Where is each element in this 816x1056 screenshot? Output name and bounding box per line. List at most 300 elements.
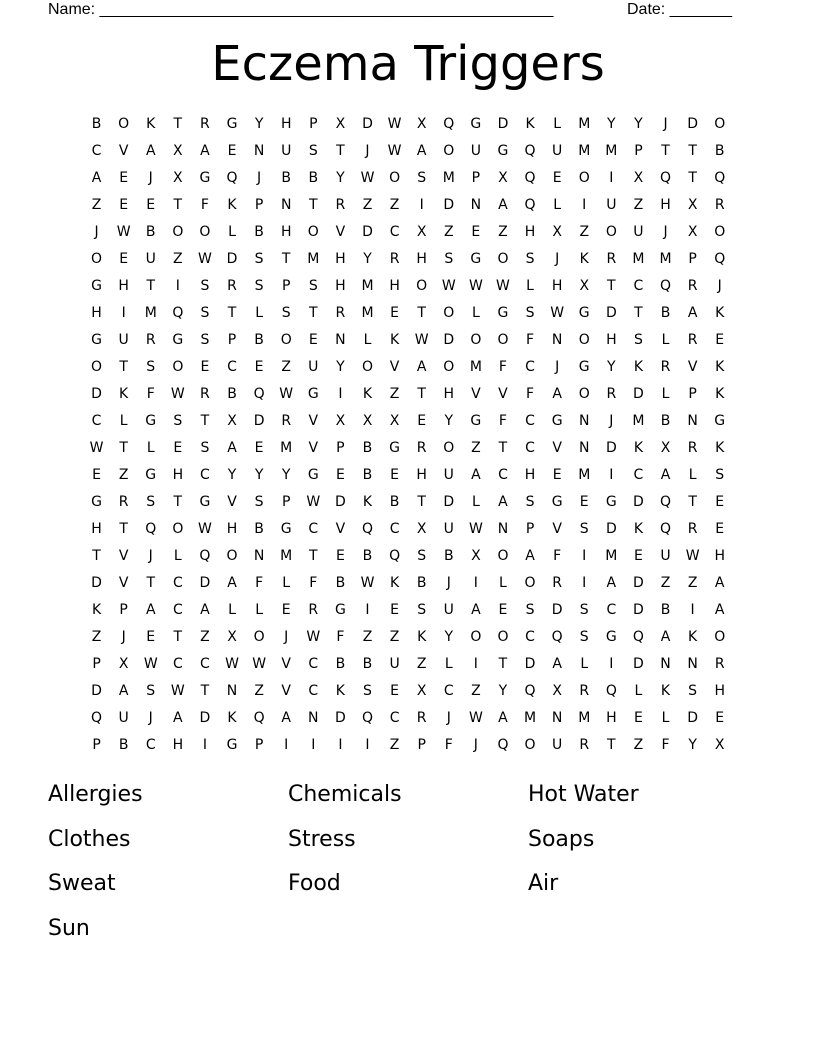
grid-letter[interactable]: L bbox=[661, 710, 670, 726]
grid-letter[interactable]: W bbox=[170, 683, 185, 699]
grid-letter[interactable]: T bbox=[173, 629, 183, 645]
grid-letter[interactable]: D bbox=[524, 656, 536, 672]
grid-letter[interactable]: E bbox=[227, 143, 237, 159]
grid-letter[interactable]: E bbox=[281, 602, 291, 618]
grid-letter[interactable]: Y bbox=[363, 251, 372, 267]
grid-letter[interactable]: V bbox=[498, 386, 508, 402]
grid-letter[interactable]: H bbox=[335, 251, 346, 267]
grid-letter[interactable]: Q bbox=[632, 629, 644, 645]
grid-letter[interactable]: K bbox=[633, 440, 644, 456]
grid-letter[interactable]: A bbox=[471, 467, 481, 483]
grid-letter[interactable]: X bbox=[416, 224, 427, 240]
grid-letter[interactable]: B bbox=[118, 737, 129, 753]
grid-letter[interactable]: G bbox=[389, 440, 400, 456]
grid-letter[interactable]: K bbox=[688, 629, 698, 645]
grid-letter[interactable]: S bbox=[633, 332, 643, 348]
grid-letter[interactable]: B bbox=[254, 332, 264, 348]
grid-letter[interactable]: Z bbox=[687, 575, 698, 591]
grid-letter[interactable]: B bbox=[714, 143, 725, 159]
grid-letter[interactable]: W bbox=[685, 548, 700, 564]
grid-letter[interactable]: G bbox=[226, 116, 238, 132]
grid-letter[interactable]: Q bbox=[605, 683, 617, 699]
grid-letter[interactable]: M bbox=[578, 467, 591, 483]
grid-letter[interactable]: M bbox=[632, 413, 645, 429]
grid-letter[interactable]: Z bbox=[118, 467, 129, 483]
grid-letter[interactable]: S bbox=[254, 278, 264, 294]
grid-letter[interactable]: E bbox=[200, 359, 210, 375]
grid-letter[interactable]: Q bbox=[361, 521, 373, 537]
grid-letter[interactable]: A bbox=[714, 602, 725, 618]
grid-letter[interactable]: I bbox=[419, 197, 424, 213]
grid-letter[interactable]: K bbox=[660, 683, 671, 699]
grid-letter[interactable]: E bbox=[417, 413, 427, 429]
grid-letter[interactable]: P bbox=[254, 197, 264, 213]
grid-letter[interactable]: B bbox=[362, 656, 373, 672]
grid-letter[interactable]: Y bbox=[336, 359, 345, 375]
grid-letter[interactable]: M bbox=[605, 143, 618, 159]
grid-letter[interactable]: W bbox=[468, 710, 483, 726]
grid-letter[interactable]: D bbox=[91, 575, 102, 591]
grid-letter[interactable]: E bbox=[390, 467, 399, 483]
grid-letter[interactable]: R bbox=[714, 197, 725, 213]
grid-letter[interactable]: K bbox=[146, 116, 156, 132]
grid-letter[interactable]: S bbox=[200, 305, 210, 321]
date-field-label[interactable]: Date: _______ bbox=[627, 1, 732, 18]
grid-letter[interactable]: Z bbox=[362, 629, 373, 645]
grid-letter[interactable]: J bbox=[257, 170, 262, 186]
grid-letter[interactable]: T bbox=[92, 548, 101, 564]
grid-letter[interactable]: B bbox=[91, 116, 102, 132]
grid-letter[interactable]: O bbox=[578, 386, 590, 402]
grid-letter[interactable]: O bbox=[497, 629, 509, 645]
grid-letter[interactable]: D bbox=[633, 386, 644, 402]
grid-letter[interactable]: F bbox=[661, 737, 670, 753]
grid-letter[interactable]: J bbox=[94, 224, 99, 240]
grid-letter[interactable]: T bbox=[688, 494, 697, 510]
grid-letter[interactable]: A bbox=[660, 629, 671, 645]
grid-letter[interactable]: L bbox=[688, 467, 697, 483]
grid-letter[interactable]: H bbox=[714, 548, 725, 564]
grid-letter[interactable]: V bbox=[389, 359, 400, 375]
grid-letter[interactable]: L bbox=[661, 386, 670, 402]
grid-letter[interactable]: W bbox=[387, 116, 402, 132]
grid-letter[interactable]: Q bbox=[497, 737, 509, 753]
grid-letter[interactable]: K bbox=[715, 359, 725, 375]
grid-letter[interactable]: I bbox=[365, 602, 370, 618]
grid-letter[interactable]: S bbox=[715, 467, 725, 483]
grid-letter[interactable]: K bbox=[335, 683, 345, 699]
grid-letter[interactable]: F bbox=[498, 413, 507, 429]
grid-letter[interactable]: V bbox=[308, 413, 319, 429]
grid-letter[interactable]: X bbox=[416, 521, 427, 537]
grid-letter[interactable]: R bbox=[335, 197, 346, 213]
grid-letter[interactable]: N bbox=[578, 440, 590, 456]
grid-letter[interactable]: N bbox=[308, 710, 319, 726]
grid-letter[interactable]: E bbox=[715, 494, 725, 510]
grid-letter[interactable]: A bbox=[498, 197, 508, 213]
grid-letter[interactable]: G bbox=[199, 494, 211, 510]
grid-letter[interactable]: M bbox=[659, 251, 672, 267]
grid-letter[interactable]: N bbox=[280, 197, 292, 213]
grid-letter[interactable]: Q bbox=[199, 548, 211, 564]
grid-letter[interactable]: W bbox=[306, 494, 321, 510]
grid-letter[interactable]: Q bbox=[361, 710, 373, 726]
grid-letter[interactable]: Q bbox=[91, 710, 103, 726]
grid-letter[interactable]: V bbox=[281, 656, 291, 672]
grid-letter[interactable]: S bbox=[444, 251, 454, 267]
grid-letter[interactable]: P bbox=[281, 278, 291, 294]
grid-letter[interactable]: G bbox=[91, 494, 102, 510]
grid-letter[interactable]: L bbox=[553, 116, 562, 132]
grid-letter[interactable]: D bbox=[443, 332, 455, 348]
grid-letter[interactable]: X bbox=[552, 224, 562, 240]
grid-letter[interactable]: G bbox=[551, 494, 563, 510]
grid-letter[interactable]: H bbox=[551, 278, 563, 294]
grid-letter[interactable]: D bbox=[91, 683, 102, 699]
grid-letter[interactable]: E bbox=[119, 197, 129, 213]
grid-letter[interactable]: V bbox=[687, 359, 698, 375]
grid-letter[interactable]: S bbox=[417, 548, 427, 564]
grid-letter[interactable]: E bbox=[308, 332, 318, 348]
grid-letter[interactable]: C bbox=[525, 440, 535, 456]
grid-letter[interactable]: C bbox=[200, 656, 210, 672]
grid-letter[interactable]: U bbox=[281, 143, 292, 159]
grid-letter[interactable]: K bbox=[227, 197, 237, 213]
grid-letter[interactable]: F bbox=[309, 575, 318, 591]
grid-letter[interactable]: O bbox=[389, 170, 401, 186]
grid-letter[interactable]: X bbox=[173, 170, 183, 186]
grid-letter[interactable]: X bbox=[471, 548, 481, 564]
grid-letter[interactable]: H bbox=[91, 521, 102, 537]
grid-letter[interactable]: H bbox=[335, 278, 346, 294]
grid-letter[interactable]: A bbox=[200, 602, 210, 618]
grid-letter[interactable]: K bbox=[417, 629, 427, 645]
grid-letter[interactable]: S bbox=[308, 278, 318, 294]
grid-letter[interactable]: H bbox=[606, 710, 617, 726]
grid-letter[interactable]: C bbox=[308, 683, 319, 699]
grid-letter[interactable]: A bbox=[416, 143, 427, 159]
grid-letter[interactable]: O bbox=[714, 629, 726, 645]
grid-letter[interactable]: R bbox=[687, 521, 698, 537]
grid-letter[interactable]: W bbox=[225, 656, 239, 672]
grid-letter[interactable]: D bbox=[443, 494, 455, 510]
grid-letter[interactable]: R bbox=[416, 440, 427, 456]
grid-letter[interactable]: M bbox=[632, 251, 645, 267]
grid-letter[interactable]: M bbox=[280, 548, 293, 564]
grid-letter[interactable]: C bbox=[200, 467, 210, 483]
grid-letter[interactable]: Q bbox=[172, 305, 184, 321]
grid-letter[interactable]: R bbox=[281, 413, 292, 429]
grid-letter[interactable]: O bbox=[714, 116, 726, 132]
grid-letter[interactable]: G bbox=[578, 359, 590, 375]
grid-letter[interactable]: R bbox=[687, 278, 698, 294]
grid-letter[interactable]: R bbox=[606, 251, 617, 267]
grid-letter[interactable]: A bbox=[498, 494, 508, 510]
grid-letter[interactable]: O bbox=[253, 629, 265, 645]
grid-letter[interactable]: S bbox=[200, 278, 210, 294]
grid-letter[interactable]: F bbox=[553, 548, 562, 564]
grid-letter[interactable]: W bbox=[89, 440, 104, 456]
grid-letter[interactable]: E bbox=[552, 170, 562, 186]
grid-letter[interactable]: X bbox=[552, 683, 562, 699]
grid-letter[interactable]: W bbox=[198, 251, 212, 267]
grid-letter[interactable]: N bbox=[470, 197, 482, 213]
grid-letter[interactable]: I bbox=[311, 737, 316, 753]
grid-letter[interactable]: A bbox=[471, 602, 481, 618]
grid-letter[interactable]: U bbox=[606, 197, 617, 213]
grid-letter[interactable]: T bbox=[607, 737, 616, 753]
grid-letter[interactable]: J bbox=[148, 710, 153, 726]
grid-letter[interactable]: T bbox=[281, 251, 291, 267]
grid-letter[interactable]: B bbox=[145, 224, 156, 240]
grid-letter[interactable]: I bbox=[284, 737, 289, 753]
grid-letter[interactable]: O bbox=[172, 359, 184, 375]
grid-letter[interactable]: A bbox=[606, 575, 617, 591]
grid-letter[interactable]: O bbox=[605, 224, 617, 240]
grid-letter[interactable]: X bbox=[416, 116, 427, 132]
grid-letter[interactable]: G bbox=[307, 386, 319, 402]
grid-letter[interactable]: A bbox=[687, 305, 698, 321]
grid-letter[interactable]: I bbox=[473, 656, 478, 672]
grid-letter[interactable]: D bbox=[199, 575, 211, 591]
grid-letter[interactable]: R bbox=[687, 440, 698, 456]
grid-letter[interactable]: L bbox=[255, 602, 264, 618]
grid-letter[interactable]: W bbox=[306, 629, 321, 645]
grid-letter[interactable]: X bbox=[335, 116, 346, 132]
grid-letter[interactable]: D bbox=[687, 710, 698, 726]
grid-letter[interactable]: S bbox=[200, 332, 210, 348]
grid-letter[interactable]: W bbox=[116, 224, 131, 240]
grid-letter[interactable]: G bbox=[91, 332, 102, 348]
grid-letter[interactable]: G bbox=[145, 413, 157, 429]
grid-letter[interactable]: K bbox=[525, 116, 535, 132]
grid-letter[interactable]: V bbox=[335, 224, 346, 240]
grid-letter[interactable]: Z bbox=[173, 251, 183, 267]
grid-letter[interactable]: N bbox=[226, 683, 238, 699]
grid-letter[interactable]: O bbox=[199, 224, 211, 240]
grid-letter[interactable]: V bbox=[552, 440, 562, 456]
grid-letter[interactable]: R bbox=[389, 251, 400, 267]
grid-letter[interactable]: X bbox=[687, 197, 698, 213]
grid-letter[interactable]: T bbox=[200, 413, 210, 429]
grid-letter[interactable]: I bbox=[609, 170, 614, 186]
grid-letter[interactable]: T bbox=[634, 305, 643, 321]
grid-letter[interactable]: E bbox=[119, 251, 129, 267]
grid-letter[interactable]: M bbox=[578, 116, 591, 132]
grid-letter[interactable]: C bbox=[525, 413, 535, 429]
grid-letter[interactable]: C bbox=[308, 521, 319, 537]
grid-letter[interactable]: T bbox=[661, 143, 670, 159]
grid-letter[interactable]: S bbox=[146, 359, 156, 375]
grid-letter[interactable]: W bbox=[279, 386, 294, 402]
grid-letter[interactable]: C bbox=[172, 602, 183, 618]
grid-letter[interactable]: Z bbox=[281, 359, 291, 375]
grid-letter[interactable]: S bbox=[579, 521, 589, 537]
grid-letter[interactable]: V bbox=[227, 494, 237, 510]
grid-letter[interactable]: N bbox=[687, 656, 698, 672]
grid-letter[interactable]: D bbox=[362, 224, 373, 240]
grid-letter[interactable]: V bbox=[118, 575, 129, 591]
grid-letter[interactable]: A bbox=[552, 656, 562, 672]
grid-letter[interactable]: B bbox=[362, 548, 373, 564]
grid-letter[interactable]: W bbox=[360, 170, 375, 186]
grid-letter[interactable]: R bbox=[660, 359, 671, 375]
grid-letter[interactable]: S bbox=[146, 494, 156, 510]
grid-letter[interactable]: Q bbox=[253, 710, 265, 726]
grid-letter[interactable]: X bbox=[687, 224, 698, 240]
grid-letter[interactable]: G bbox=[226, 737, 238, 753]
grid-letter[interactable]: Q bbox=[551, 629, 563, 645]
grid-letter[interactable]: O bbox=[497, 251, 509, 267]
grid-letter[interactable]: T bbox=[417, 305, 426, 321]
grid-letter[interactable]: C bbox=[525, 359, 535, 375]
grid-letter[interactable]: L bbox=[499, 575, 507, 591]
grid-letter[interactable]: L bbox=[363, 332, 372, 348]
grid-letter[interactable]: U bbox=[633, 224, 644, 240]
grid-letter[interactable]: K bbox=[389, 575, 400, 591]
grid-letter[interactable]: G bbox=[307, 467, 319, 483]
grid-letter[interactable]: B bbox=[389, 494, 400, 510]
grid-letter[interactable]: O bbox=[226, 548, 238, 564]
grid-letter[interactable]: Q bbox=[524, 197, 536, 213]
grid-letter[interactable]: M bbox=[469, 359, 482, 375]
grid-letter[interactable]: G bbox=[280, 521, 292, 537]
grid-letter[interactable]: V bbox=[118, 548, 129, 564]
grid-letter[interactable]: S bbox=[281, 305, 291, 321]
grid-letter[interactable]: B bbox=[660, 305, 671, 321]
grid-letter[interactable]: O bbox=[578, 332, 590, 348]
grid-letter[interactable]: Q bbox=[253, 386, 265, 402]
grid-letter[interactable]: J bbox=[663, 224, 668, 240]
grid-letter[interactable]: T bbox=[417, 386, 426, 402]
grid-letter[interactable]: J bbox=[446, 575, 451, 591]
grid-letter[interactable]: S bbox=[363, 683, 372, 699]
grid-letter[interactable]: N bbox=[578, 413, 590, 429]
grid-letter[interactable]: Z bbox=[633, 197, 644, 213]
grid-letter[interactable]: O bbox=[524, 737, 536, 753]
grid-letter[interactable]: U bbox=[389, 656, 400, 672]
grid-letter[interactable]: B bbox=[254, 224, 264, 240]
grid-letter[interactable]: Z bbox=[389, 737, 400, 753]
grid-letter[interactable]: H bbox=[91, 305, 102, 321]
grid-letter[interactable]: Q bbox=[524, 170, 536, 186]
grid-letter[interactable]: B bbox=[281, 170, 291, 186]
grid-letter[interactable]: Z bbox=[443, 224, 454, 240]
grid-letter[interactable]: Q bbox=[660, 278, 672, 294]
grid-letter[interactable]: D bbox=[199, 710, 211, 726]
grid-letter[interactable]: G bbox=[470, 116, 482, 132]
grid-letter[interactable]: T bbox=[309, 197, 318, 213]
grid-letter[interactable]: S bbox=[417, 170, 427, 186]
grid-letter[interactable]: H bbox=[416, 467, 427, 483]
grid-letter[interactable]: V bbox=[471, 386, 481, 402]
grid-letter[interactable]: M bbox=[280, 440, 293, 456]
grid-letter[interactable]: C bbox=[443, 683, 454, 699]
grid-letter[interactable]: Y bbox=[336, 170, 345, 186]
grid-letter[interactable]: F bbox=[200, 197, 209, 213]
grid-letter[interactable]: F bbox=[255, 575, 264, 591]
grid-letter[interactable]: F bbox=[526, 386, 535, 402]
grid-letter[interactable]: E bbox=[254, 359, 264, 375]
grid-letter[interactable]: B bbox=[362, 467, 373, 483]
grid-letter[interactable]: O bbox=[172, 521, 184, 537]
grid-letter[interactable]: Y bbox=[634, 116, 643, 132]
grid-letter[interactable]: C bbox=[91, 413, 102, 429]
grid-letter[interactable]: N bbox=[335, 332, 346, 348]
grid-letter[interactable]: E bbox=[552, 467, 562, 483]
grid-letter[interactable]: Q bbox=[524, 683, 536, 699]
grid-letter[interactable]: R bbox=[579, 683, 590, 699]
grid-letter[interactable]: T bbox=[309, 305, 318, 321]
grid-letter[interactable]: L bbox=[526, 278, 534, 294]
grid-letter[interactable]: Q bbox=[524, 143, 536, 159]
grid-letter[interactable]: P bbox=[525, 521, 535, 537]
grid-letter[interactable]: S bbox=[579, 602, 589, 618]
grid-letter[interactable]: N bbox=[551, 332, 563, 348]
grid-letter[interactable]: W bbox=[252, 656, 267, 672]
grid-letter[interactable]: N bbox=[253, 143, 265, 159]
grid-letter[interactable]: M bbox=[578, 710, 591, 726]
grid-letter[interactable]: P bbox=[309, 116, 318, 132]
grid-letter[interactable]: I bbox=[202, 737, 207, 753]
grid-letter[interactable]: X bbox=[714, 737, 725, 753]
grid-letter[interactable]: P bbox=[417, 737, 426, 753]
grid-letter[interactable]: L bbox=[580, 656, 589, 672]
grid-letter[interactable]: I bbox=[609, 656, 614, 672]
grid-letter[interactable]: H bbox=[524, 467, 536, 483]
grid-letter[interactable]: R bbox=[687, 332, 698, 348]
grid-letter[interactable]: J bbox=[446, 710, 451, 726]
grid-letter[interactable]: O bbox=[497, 332, 509, 348]
grid-letter[interactable]: P bbox=[688, 386, 697, 402]
grid-letter[interactable]: D bbox=[253, 413, 265, 429]
grid-letter[interactable]: C bbox=[145, 737, 156, 753]
grid-letter[interactable]: Y bbox=[281, 467, 291, 483]
grid-letter[interactable]: U bbox=[118, 332, 129, 348]
grid-letter[interactable]: L bbox=[634, 683, 643, 699]
grid-letter[interactable]: G bbox=[145, 467, 157, 483]
grid-letter[interactable]: B bbox=[335, 656, 346, 672]
grid-letter[interactable]: U bbox=[470, 143, 481, 159]
grid-letter[interactable]: N bbox=[551, 710, 563, 726]
grid-letter[interactable]: O bbox=[714, 224, 726, 240]
grid-letter[interactable]: Z bbox=[633, 737, 644, 753]
grid-letter[interactable]: R bbox=[227, 278, 237, 294]
grid-letter[interactable]: C bbox=[91, 143, 102, 159]
grid-letter[interactable]: K bbox=[227, 710, 237, 726]
grid-letter[interactable]: V bbox=[308, 440, 319, 456]
grid-letter[interactable]: K bbox=[389, 332, 400, 348]
grid-letter[interactable]: F bbox=[444, 737, 453, 753]
grid-letter[interactable]: S bbox=[173, 413, 183, 429]
grid-letter[interactable]: M bbox=[578, 143, 591, 159]
grid-letter[interactable]: D bbox=[443, 197, 455, 213]
grid-letter[interactable]: I bbox=[690, 602, 695, 618]
grid-letter[interactable]: C bbox=[633, 278, 644, 294]
grid-letter[interactable]: K bbox=[715, 440, 725, 456]
grid-letter[interactable]: G bbox=[470, 413, 482, 429]
grid-letter[interactable]: Z bbox=[416, 656, 427, 672]
grid-letter[interactable]: L bbox=[228, 224, 236, 240]
grid-letter[interactable]: C bbox=[227, 359, 237, 375]
grid-letter[interactable]: Z bbox=[471, 683, 481, 699]
grid-letter[interactable]: S bbox=[254, 251, 264, 267]
grid-letter[interactable]: E bbox=[254, 440, 264, 456]
grid-letter[interactable]: O bbox=[91, 251, 103, 267]
grid-letter[interactable]: L bbox=[444, 656, 453, 672]
grid-letter[interactable]: C bbox=[498, 467, 508, 483]
grid-letter[interactable]: A bbox=[227, 440, 237, 456]
